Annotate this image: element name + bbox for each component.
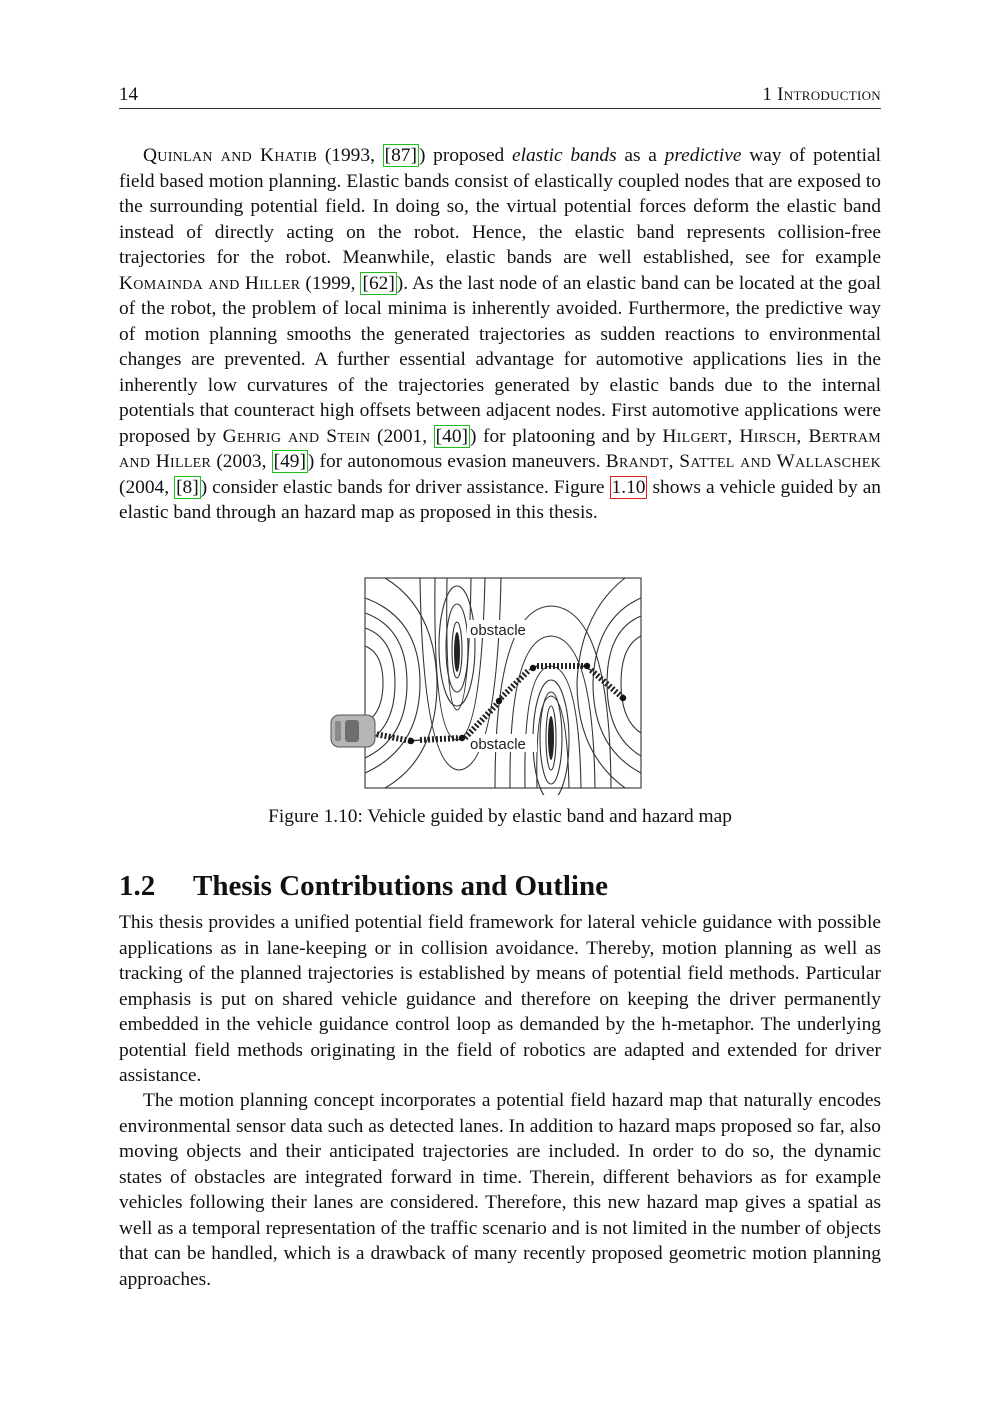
- emphasis: predictive: [664, 145, 742, 166]
- section-heading: [119, 870, 608, 903]
- citation-link[interactable]: [62]: [362, 272, 395, 294]
- citation-link[interactable]: [49]: [273, 451, 306, 472]
- text-run: (2004,: [119, 476, 175, 498]
- author-names: Gehrig and Stein: [222, 425, 371, 447]
- hazard-map-diagram: [325, 558, 675, 795]
- text-run: (2003,: [211, 451, 272, 472]
- running-header: [119, 84, 881, 109]
- author-names: Hilgert, Hirsch, Bertram and Hiller: [119, 425, 881, 472]
- citation-link[interactable]: [8]: [176, 476, 199, 498]
- section-number: 1.2: [119, 870, 156, 902]
- plot-frame: [365, 578, 641, 788]
- text-run: ) for autonomous evasion maneuvers.: [307, 451, 606, 472]
- text-run: (1993,: [317, 145, 383, 166]
- figure-reference-link[interactable]: 1.10: [611, 476, 646, 498]
- obstacle-top-label: obstacle: [470, 622, 526, 639]
- text-run: (1999,: [300, 272, 361, 294]
- text-run: way of potential field based motion planning. Elastic bands consist of elastically coupled nodes that are exposed to the surrounding potential field. In doing so, the virtual potential forces deform the elastic band instead of directly acting on the robot. Hence, the elastic band represents collision-free trajectories for the robot. Meanwhile, elastic bands are well established, see for example: [119, 145, 881, 268]
- paragraph-elastic-bands: [119, 143, 881, 526]
- obstacle-bottom-core: [548, 716, 554, 760]
- text-run: ) proposed: [418, 145, 512, 166]
- citation-link[interactable]: [87]: [384, 145, 417, 166]
- page-number: 14: [119, 84, 138, 105]
- citation-link[interactable]: [40]: [435, 425, 468, 447]
- text-run: ) consider elastic bands for driver assistance. Figure: [200, 476, 610, 498]
- text-run: (2001,: [370, 425, 434, 447]
- chapter-title: 1 Introduction: [762, 84, 881, 105]
- author-names: Quinlan and Khatib: [143, 145, 318, 166]
- paragraph-contributions: This thesis provides a unified potential field framework for lateral vehicle guidance with possible applications as in lane-keeping or in collision avoidance. Thereby, motion planning as well as tracking of the planned trajectories is established by means of potential field methods. Particular emphasis is put on shared vehicle guidance and therefore on keeping the driver permanently embedded in the vehicle guidance control loop as demanded by the h-metaphor. The underlying potential field methods originating in the field of robotics are adapted and extended for driver assistance.: [119, 912, 881, 1086]
- obstacle-top-core: [454, 632, 460, 672]
- text-run: shows a vehicle guided by an elastic band through an hazard map as proposed in this thesis.: [119, 476, 881, 523]
- text-run: ) for platooning and by: [469, 425, 663, 447]
- text-run: as a: [616, 145, 665, 166]
- emphasis: elastic bands: [511, 145, 617, 166]
- vehicle-icon: [331, 715, 375, 747]
- author-names: Brandt, Sattel and Wallaschek: [605, 451, 881, 472]
- author-names: Komainda and Hiller: [119, 272, 301, 294]
- paragraph-motion-planning: The motion planning concept incorporates a potential field hazard map that naturally encodes environmental sensor data such as detected lanes. In addition to hazard maps proposed so far, also moving objects and their anticipated trajectories are included. In order to do so, the dynamic states of obstacles are integrated forward in time. Therein, different behaviors as for example vehicles following their lanes are considered. Therefore, this new hazard map gives a spatial as well as a temporal representation of the traffic scenario and is not limited in the number of objects that can be handled, which is a drawback of many recently proposed geometric motion planning approaches.: [119, 1090, 881, 1290]
- text-run: ). As the last node of an elastic band can be located at the goal of the robot, the problem of local minima is inherently avoided. Furthermore, the predictive way of motion planning smooths the generated trajectories as sudden reactions to environmental changes are prevented. A further essential advantage for automotive applications lies in the inherently low curvatures of the trajectories generated by elastic bands due to the internal potentials that counteract high offsets between adjacent nodes. First automotive applications were proposed by: [119, 272, 881, 447]
- obstacle-bottom-label: obstacle: [470, 736, 526, 753]
- hazard-map-figure: [325, 558, 675, 795]
- figure-caption: Figure 1.10: Vehicle guided by elastic band and hazard map: [268, 806, 732, 827]
- section-title: Thesis Contributions and Outline: [193, 870, 608, 902]
